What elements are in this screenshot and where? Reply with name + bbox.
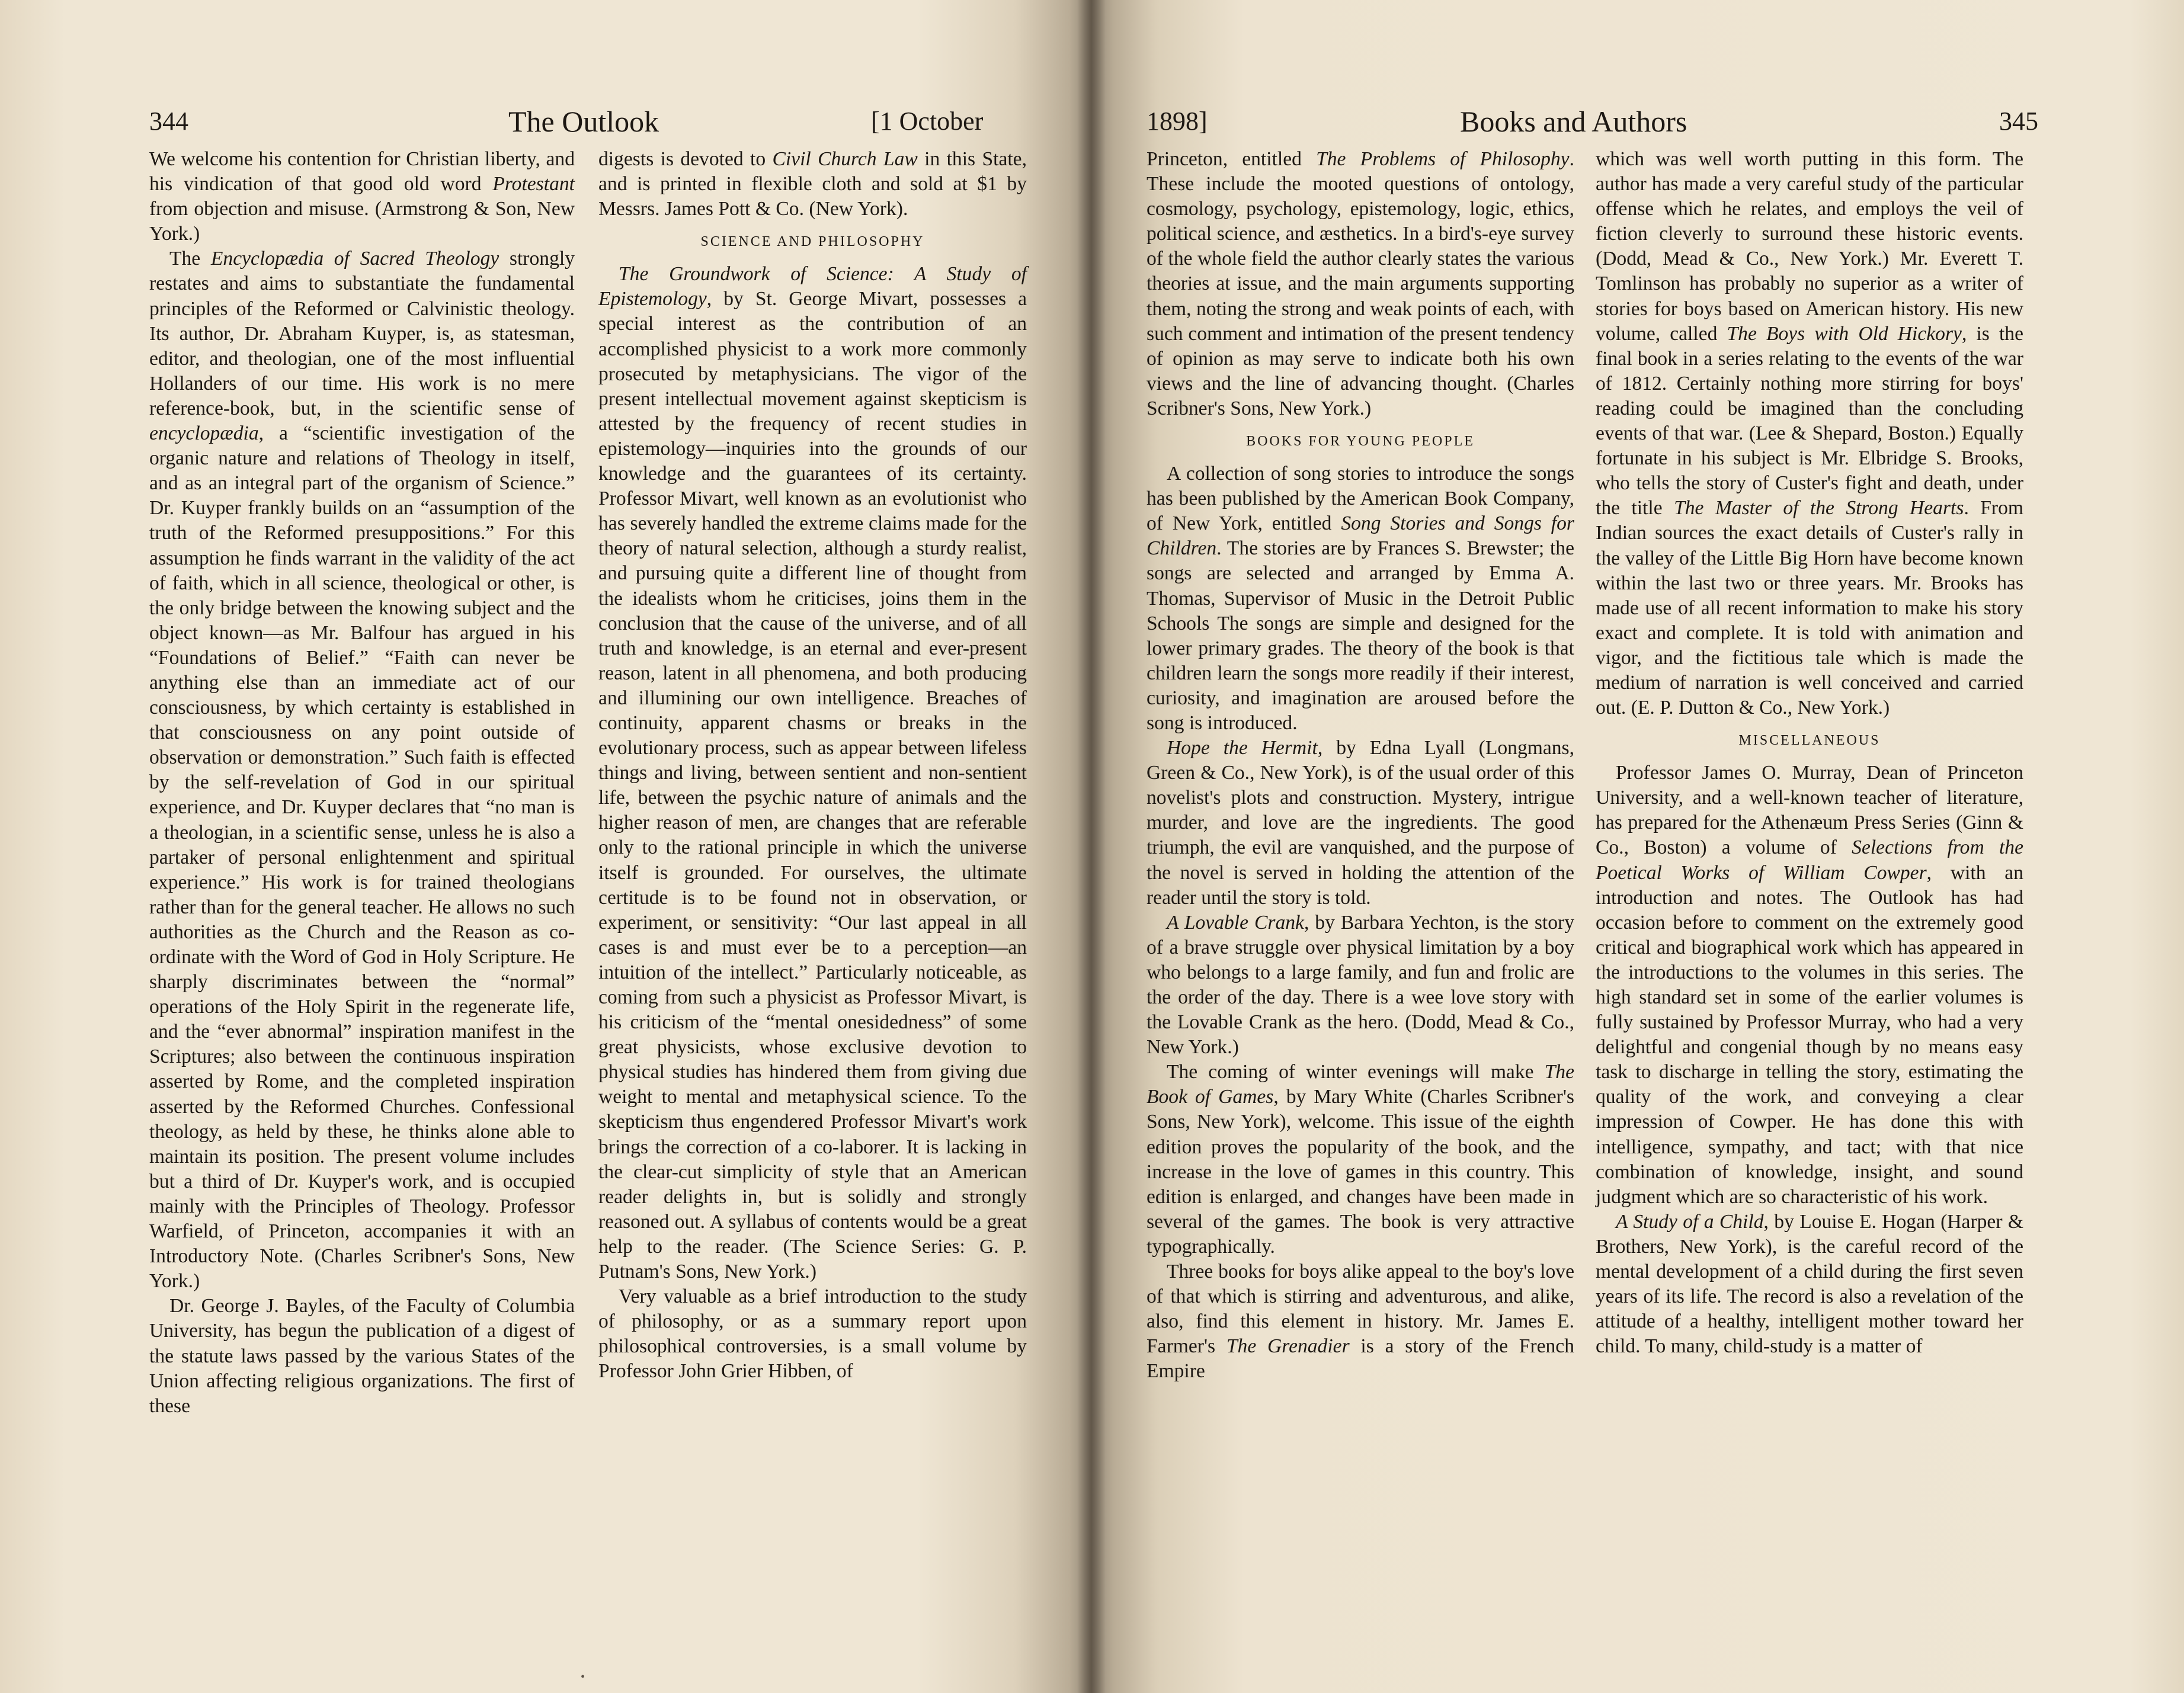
paragraph: Dr. George J. Bayles, of the Faculty of Columbia University, has begun the publication of a digest of the statute laws passed by the various States of the Union affecting religious organizations. The first of these xyxy=(149,1295,575,1417)
paragraph: The Encyclopædia of Sacred Theology strongly restates and aims to substantiate the fundamental principles of the Reformed or Calvinistic theology. Its author, Dr. Abraham Kuyper, is, as statesman, editor, and theologian, one of the most influential Hollanders of our time. His work is no mere reference-book, but, in the scientific sense of encyclopædia, a “scientific investigation of the organic nature and relations of Theology in itself, and as an integral part of the organism of Science.” Dr. Kuyper frankly builds on an “assumption of the truth of the Reformed presuppositions.” For this assumption he finds warrant in the validity of the act of faith, which in all science, theological or other, is the only bridge between the knowing subject and the object known—as Mr. Balfour has argued in his “Foundations of Belief.” “Faith can never be anything else than an immediate act of our consciousness, by which certainty is established in that consciousness on any point outside of observation or demonstration.” Such faith is effected by the self-revelation of God in our spiritual experience, and Dr. Kuyper declares that “no man is a theologian, in a scientific sense, unless he is also a partaker of personal enlightenment and spiritual experience.” His work is for trained theologians rather than for the general teacher. He allows no such authorities as the Church and the Reason as co-ordinate with the Word of God in Holy Scripture. He sharply discriminates between the “normal” operations of the Holy Spirit in the regenerate life, and the “ever abnormal” inspiration manifest in the Scriptures; also between the continuous inspiration asserted by Rome, and the completed inspiration asserted by the Reformed Churches. Confessional theology, as held by these, he thinks alone able to maintain its position. The present volume includes but a third of Dr. Kuyper's work, and is occupied mainly with the Principles of Theology. Professor Warfield, of Princeton, accompanies it with an Introductory Note. (Charles Scribner's Sons, New York.) xyxy=(149,248,575,1293)
column-4 xyxy=(1596,147,2023,1359)
paragraph: A Study of a Child, by Louise E. Hogan (Harper & Brothers, New York), is the careful record of the mental development of a child during the first seven years of its life. The record is also a revelation of the attitude of a healthy, intelligent mother toward her child. To many, child-study is a matter of xyxy=(1596,1210,2024,1358)
book-gutter xyxy=(1077,0,1106,1693)
paragraph: Very valuable as a brief introduction to the study of philosophy, or as a summary report upon philosophical controversies, is a small volume by Professor John Grier Hibben, of xyxy=(598,1285,1027,1383)
page-dot-mark: • xyxy=(581,1670,585,1684)
left-page xyxy=(0,0,1091,1693)
section-heading: MISCELLANEOUS xyxy=(1738,733,1881,749)
section-heading: SCIENCE AND PHILOSOPHY xyxy=(700,234,925,250)
page-number-left: 344 xyxy=(149,107,188,136)
paragraph: Hope the Hermit, by Edna Lyall (Longmans, Green & Co., New York), is of the usual order of this novelist's plots and construction. Mystery, intrigue murder, and love are the ingredients. The good triumph, the evil are vanquished, and the purpose of the novel is served in holding the attention of the reader until the story is told. xyxy=(1147,737,1575,909)
paragraph: The Groundwork of Science: A Study of Epistemology, by St. George Mivart, possesses a special interest as the contribution of an accomplished physicist to a work more commonly prosecuted by metaphysicians. The vigor of the present intellectual movement against skepticism is attested by the frequency of recent studies in epistemology—inquiries into the grounds of our knowledge and the guarantees of its certainty. Professor Mivart, well known as an evolutionist who has severely handled the extreme claims made for the theory of natural selection, although a sturdy realist, and pursuing quite a different line of thought from the idealists whom he criticises, joins them in the conclusion that the cause of the universe, and of all truth and knowledge, is an eternal and ever-present reason, latent in all phenomena, and both producing and illumining our own intelligence. Breaches of continuity, apparent chasms or breaks in the evolutionary process, such as appear between lifeless things and living, between sentient and non-sentient life, between the psychic nature of animals and the higher reason of men, are changes that are referable only to the rational principle in which the universe itself is grounded. For ourselves, the ultimate certitude is to be found not in observation, or experiment, or sensitivity: “Our last appeal in all cases is and must ever be to a perception—an intuition of the intellect.” Particularly noticeable, as coming from such a physicist as Professor Mivart, is his criticism of the “mental onesidedness” of some great physicists, whose exclusive devotion to physical studies has hindered them from giving due weight to mental and metaphysical science. To the skepticism thus engendered Professor Mivart's work brings the correction of a co-laborer. It is lacking in the clear-cut simplicity of style that an American reader delights in, but is solidly and strongly reasoned out. A syllabus of contents would be a great help to the reader. (The Science Series: G. P. Putnam's Sons, New York.) xyxy=(598,263,1027,1283)
paragraph: We welcome his contention for Christian liberty, and his vindication of that good old word Protestant from objection and misuse. (Armstrong & Son, New York.) xyxy=(149,148,575,245)
page-number-right: 345 xyxy=(1999,107,2038,136)
year-left-corner: 1898] xyxy=(1147,107,1208,136)
paragraph: Princeton, entitled The Problems of Philosophy. These include the mooted questions of ontology, cosmology, psychology, epistemology, logic, ethics, political science, and æsthetics. In a bird's-eye survey of the whole field the author clearly states the various theories at issue, and the main arguments supporting them, noting the strong and weak points of each, with such comment and intimation of the present tendency of opinion as may serve to indicate both his own views and the line of advancing thought. (Charles Scribner's Sons, New York.) xyxy=(1147,148,1574,419)
column-2 xyxy=(598,147,1027,1384)
issue-date: [1 October xyxy=(871,107,984,136)
running-title-right: Books and Authors xyxy=(1460,105,1687,138)
paragraph: which was well worth putting in this form. The author has made a very careful study of the particular offense which he relates, and employs the veil of fiction cleverly to surround these historic events. (Dodd, Mead & Co., New York.) Mr. Everett T. Tomlinson has probably no superior as a writer of stories for boys based on American history. His new volume, called The Boys with Old Hickory, is the final book in a series relating to the events of the war of 1812. Certainly nothing more stirring for boys' reading could be imagined than the concluding events of that war. (Lee & Shepard, Boston.) Equally fortunate in his subject is Mr. Elbridge S. Brooks, who tells the story of Custer's fight and death, under the title The Master of the Strong Hearts. From Indian sources the exact details of Custer's rally in the valley of the Little Big Horn have become known within the last two or three years. Mr. Brooks has made use of all recent information to make his story exact and complete. It is told with animation and vigor, and the fictitious tale which is made the medium of narration is well conceived and carried out. (E. P. Dutton & Co., New York.) xyxy=(1596,148,2023,719)
running-title-left: The Outlook xyxy=(508,105,659,138)
paragraph: Professor James O. Murray, Dean of Princeton University, and a well-known teacher of literature, has prepared for the Athenæum Press Series (Ginn & Co., Boston) a volume of Selections from the Poetical Works of William Cowper, with an introduction and notes. The Outlook has had occasion before to comment on the extremely good critical and biographical work which has appeared in the introductions to the volumes in this series. The high standard set in some of the earlier volumes is fully sustained by Professor Murray, who had a very delightful and congenial though by no means easy task to discharge in telling the story, estimating the quality of the work, and conveying a clear impression of Cowper. He has done this with intelligence, sympathy, and tact; with that nice combination of knowledge, insight, and sound judgment which are so characteristic of his work. xyxy=(1596,762,2023,1208)
paragraph: A Lovable Crank, by Barbara Yechton, is the story of a brave struggle over physical limitation by a boy who belongs to a large family, and fun and frolic are the order of the day. There is a wee love story with the Lovable Crank as the hero. (Dodd, Mead & Co., New York.) xyxy=(1147,911,1574,1059)
section-heading: BOOKS FOR YOUNG PEOPLE xyxy=(1246,434,1475,450)
paragraph: Three books for boys alike appeal to the boy's love of that which is stirring and adventurous, and alike, also, find this element in history. Mr. James E. Farmer's The Grenadier is a story of the French Empire xyxy=(1147,1261,1574,1383)
paragraph: A collection of song stories to introduce the songs has been published by the American Book Company, of New York, entitled Song Stories and Songs for Children. The stories are by Frances S. Brewster; the songs are selected and arranged by Emma A. Thomas, Supervisor of Music in the Detroit Public Schools The songs are simple and designed for the lower primary grades. The theory of the book is that children learn the songs more readily if their interest, curiosity, and imagination are aroused before the song is introduced. xyxy=(1147,463,1574,734)
column-3 xyxy=(1147,147,1574,1384)
column-1 xyxy=(149,147,575,1419)
paragraph: The coming of winter evenings will make The Book of Games, by Mary White (Charles Scribner's Sons, New York), welcome. This issue of the eighth edition proves the popularity of the book, and the increase in the love of games in this country. This edition is enlarged, and changes have been made in several of the games. The book is very attractive typographically. xyxy=(1147,1061,1574,1258)
paragraph: digests is devoted to Civil Church Law in this State, and is printed in flexible cloth and sold at $1 by Messrs. James Pott & Co. (New York). xyxy=(598,148,1027,220)
